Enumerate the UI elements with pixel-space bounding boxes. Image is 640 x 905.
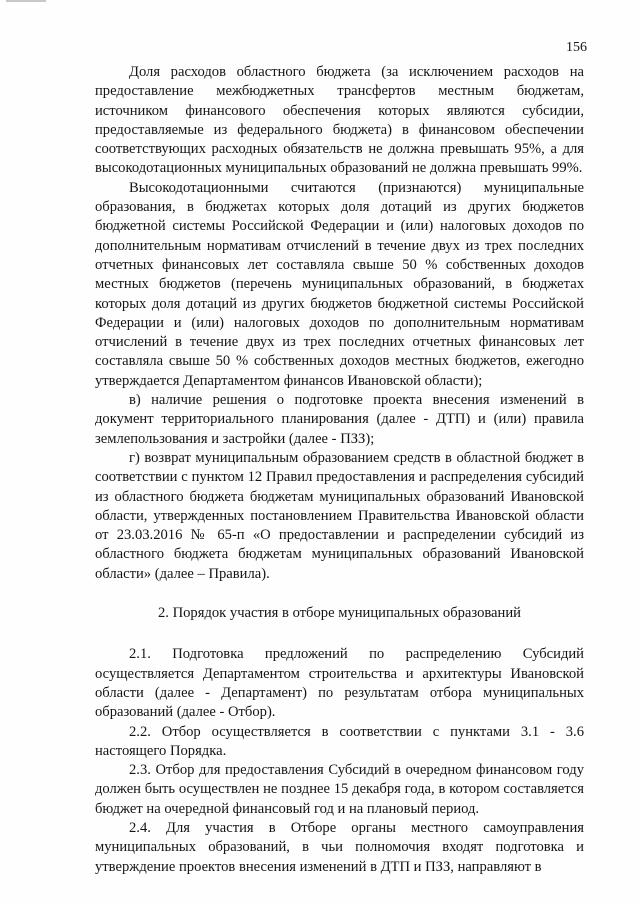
scan-edge-mark	[6, 0, 46, 2]
page-number: 156	[566, 40, 587, 55]
paragraph-2-1: 2.1. Подготовка предложений по распределению Субсидий осуществляется Департаментом строительства и архитектуры Ивановской области (далее - Департамент) по результатам отбора муниципальных образований (далее - Отбор).	[95, 646, 584, 721]
paragraph-item-g: г) возврат муниципальным образованием средств в областной бюджет в соответствии с пунктом 12 Правил предоставления и распределения субсидий из областного бюджета бюджетам муниципальных образований Ивановской области, утвержденных постановлением Правительства Ивановской области от 23.03.2016 № 65-п «О предоставлении и распределении субсидий из областного бюджета бюджетам муниципальных образований Ивановской области» (далее – Правила).	[95, 449, 584, 582]
paragraph-2-4: 2.4. Для участия в Отборе органы местного самоуправления муниципальных образований, в чьи полномочия входят подготовка и утверждение проектов внесения изменений в ДТП и ПЗЗ, направляют в	[95, 819, 584, 875]
section-heading: 2. Порядок участия в отборе муниципальных образований	[158, 605, 521, 622]
paragraph-2-3: 2.3. Отбор для предоставления Субсидий в очередном финансовом году должен быть осуществлен не позднее 15 декабря года, в котором составляется бюджет на очередной финансовый год и на плановый период.	[95, 762, 584, 817]
paragraph-share-of-expenses: Доля расходов областного бюджета (за исключением расходов на предоставление межбюджетных трансфертов местным бюджетам, источником финансового обеспечения которых являются субсидии, предоставляемые из федерального бюджета) в финансовом обеспечении соответствующих расходных обязательств не должна превышать 95%, а для высокодотационных муниципальных образований не должна превышать 99%.	[95, 64, 584, 177]
paragraph-highly-subsidized: Высокодотационными считаются (признаются) муниципальные образования, в бюджетах которых доля дотаций из других бюджетов бюджетной системы Российской Федерации и (или) налоговых доходов по дополнительным нормативам отчислений в течение двух из трех последних отчетных финансовых лет составляла свыше 50 % собственных доходов местных бюджетов (перечень муниципальных образований, в бюджетах которых доля дотаций из других бюджетов бюджетной системы Российской Федерации и (или) налоговых доходов по дополнительным нормативам отчислений в течение двух из трех последних отчетных финансовых лет составляла свыше 50 % собственных доходов местных бюджетов, ежегодно утверждается Департаментом финансов Ивановской области);	[95, 179, 584, 389]
document-body	[95, 63, 584, 877]
paragraph-2-2: 2.2. Отбор осуществляется в соответствии с пунктами 3.1 - 3.6 настоящего Порядка.	[95, 723, 584, 759]
paragraph-item-v: в) наличие решения о подготовке проекта внесения изменений в документ территориального планирования (далее - ДТП) и (или) правила землепользования и застройки (далее - ПЗЗ);	[95, 392, 584, 447]
